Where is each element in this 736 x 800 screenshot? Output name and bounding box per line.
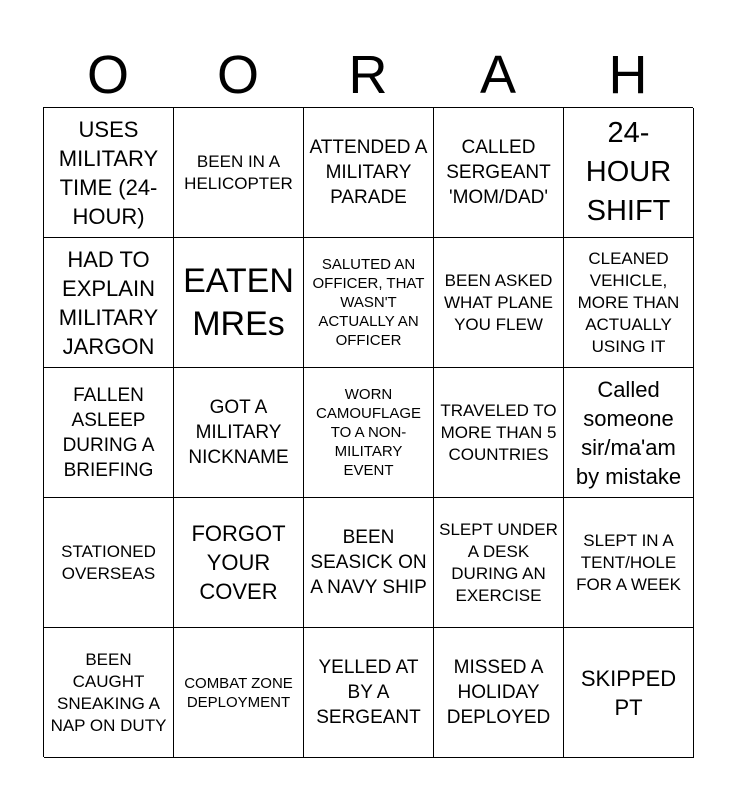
cell-text: ATTENDED A MILITARY PARADE [309, 137, 428, 208]
bingo-cell[interactable] [304, 498, 434, 628]
cell-text: BEEN CAUGHT SNEAKING A NAP ON DUTY [50, 649, 167, 735]
cell-text: STATIONED OVERSEAS [61, 541, 156, 583]
cell-text: HAD TO EXPLAIN MILITARY JARGON [58, 246, 159, 359]
bingo-cell[interactable] [44, 368, 174, 498]
header-letter-4: A [479, 45, 517, 105]
header-letter-5: H [608, 45, 648, 105]
header-letter-3: R [348, 45, 388, 105]
bingo-board [43, 107, 693, 757]
bingo-cell[interactable] [564, 368, 694, 498]
cell-text: Called someone sir/ma'am by mistake [575, 376, 682, 489]
bingo-cell[interactable] [174, 108, 304, 238]
bingo-cell[interactable] [304, 368, 434, 498]
cell-text: FALLEN ASLEEP DURING A BRIEFING [62, 384, 155, 481]
bingo-cell[interactable] [434, 498, 564, 628]
cell-text: GOT A MILITARY NICKNAME [188, 397, 289, 468]
bingo-cell[interactable] [44, 498, 174, 628]
bingo-cell[interactable] [174, 498, 304, 628]
cell-text: TRAVELED TO MORE THAN 5 COUNTRIES [440, 400, 557, 464]
bingo-cell[interactable] [44, 628, 174, 758]
bingo-cell[interactable] [434, 238, 564, 368]
bingo-cell[interactable] [434, 628, 564, 758]
bingo-cell[interactable] [564, 498, 694, 628]
bingo-cell[interactable] [304, 238, 434, 368]
cell-text: MISSED A HOLIDAY DEPLOYED [446, 657, 551, 728]
bingo-cell[interactable] [174, 238, 304, 368]
cell-text: YELLED AT BY A SERGEANT [316, 657, 421, 728]
cell-text: FORGOT YOUR COVER [191, 521, 286, 604]
cell-text: BEEN IN A HELICOPTER [184, 151, 293, 193]
cell-text: COMBAT ZONE DEPLOYMENT [184, 674, 293, 711]
bingo-cell[interactable] [304, 108, 434, 238]
header-letter-2: O [216, 45, 259, 105]
bingo-cell[interactable] [44, 238, 174, 368]
cell-text: CLEANED VEHICLE, MORE THAN ACTUALLY USING IT [577, 248, 680, 356]
bingo-cell[interactable] [174, 368, 304, 498]
cell-text: WORN CAMOUFLAGE TO A NON-MILITARY EVENT [315, 386, 421, 479]
bingo-cell[interactable] [564, 238, 694, 368]
bingo-cell[interactable] [564, 628, 694, 758]
bingo-cell[interactable] [564, 108, 694, 238]
bingo-cell[interactable] [174, 628, 304, 758]
cell-text: SKIPPED PT [580, 665, 677, 720]
cell-text: EATEN MREs [183, 261, 294, 343]
cell-text: 24-HOUR SHIFT [585, 117, 672, 227]
cell-text: BEEN SEASICK ON A NAVY SHIP [310, 527, 427, 598]
bingo-cell[interactable] [434, 108, 564, 238]
bingo-cell[interactable] [304, 628, 434, 758]
bingo-header [43, 44, 693, 106]
bingo-cell[interactable] [434, 368, 564, 498]
cell-text: SLEPT IN A TENT/HOLE FOR A WEEK [576, 530, 681, 594]
cell-text: CALLED SERGEANT 'MOM/DAD' [446, 137, 551, 208]
bingo-cell[interactable] [44, 108, 174, 238]
cell-text: BEEN ASKED WHAT PLANE YOU FLEW [444, 270, 553, 334]
cell-text: USES MILITARY TIME (24-HOUR) [58, 116, 159, 229]
cell-text: SALUTED AN OFFICER, THAT WASN'T ACTUALLY AN OFFICER [312, 256, 425, 349]
header-letter-1: O [86, 45, 129, 105]
cell-text: SLEPT UNDER A DESK DURING AN EXERCISE [439, 519, 558, 605]
